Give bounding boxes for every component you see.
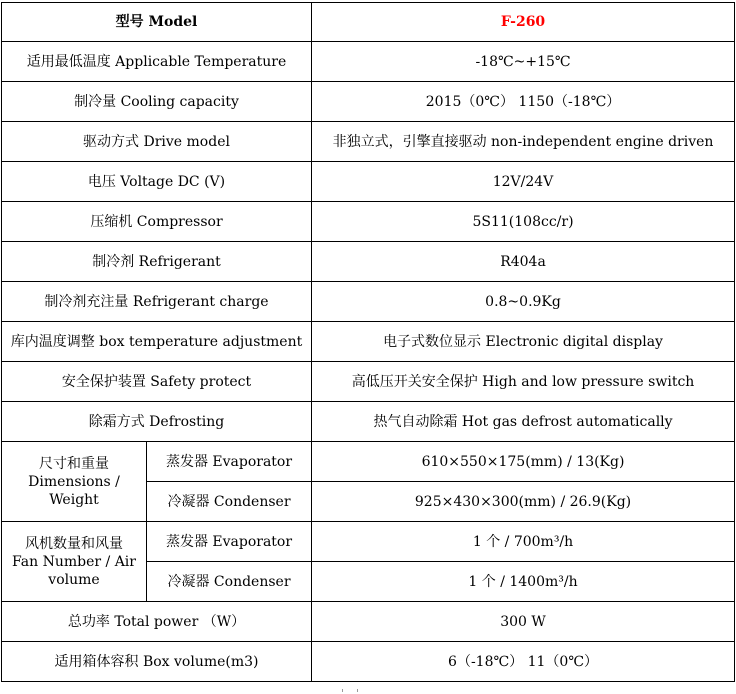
group-label-line: 风机数量和风量 [25,535,123,552]
table-row [2,82,735,122]
table-row [2,162,735,202]
row-label: 电压 Voltage DC (V) [2,162,312,202]
row-label: 制冷量 Cooling capacity [2,82,312,122]
sub-row-label: 冷凝器 Condenser [147,482,312,522]
table-row [2,282,735,322]
table-row [2,202,735,242]
table-row [2,642,735,682]
sub-row-label: 蒸发器 Evaporator [147,522,312,562]
table-row [2,42,735,82]
dimensions-group-label [2,442,147,522]
row-value: 1 个 / 1400m³/h [312,562,735,602]
row-label: 除霜方式 Defrosting [2,402,312,442]
row-label: 压缩机 Compressor [2,202,312,242]
row-label: 库内温度调整 box temperature adjustment [2,322,312,362]
row-label: 总功率 Total power （W） [2,602,312,642]
sub-row-label: 冷凝器 Condenser [147,562,312,602]
group-label-line: Dimensions / [28,473,120,490]
table-resize-mark [342,689,358,692]
group-label-line: volume [48,571,100,588]
table-header-row [2,3,735,42]
model-value: F-260 [312,3,735,42]
group-label-line: Fan Number / Air [12,553,136,570]
row-label: 适用箱体容积 Box volume(m3) [2,642,312,682]
row-value: 0.8~0.9Kg [312,282,735,322]
model-label: 型号 Model [2,3,312,42]
row-value: 12V/24V [312,162,735,202]
row-value: 热气自动除霜 Hot gas defrost automatically [312,402,735,442]
table-row [2,442,735,482]
row-value: 非独立式，引擎直接驱动 non-independent engine driven [312,122,735,162]
table-row [2,402,735,442]
fans-group-label [2,522,147,602]
row-label: 适用最低温度 Applicable Temperature [2,42,312,82]
row-value: 2015（0℃） 1150（-18℃） [312,82,735,122]
row-value: 610×550×175(mm) / 13(Kg) [312,442,735,482]
row-value: -18℃~+15℃ [312,42,735,82]
row-value: 高低压开关安全保护 High and low pressure switch [312,362,735,402]
row-label: 驱动方式 Drive model [2,122,312,162]
row-value: 6（-18℃） 11（0℃） [312,642,735,682]
table-row [2,362,735,402]
table-row [2,322,735,362]
group-label-line: 尺寸和重量 [39,455,109,472]
sub-row-label: 蒸发器 Evaporator [147,442,312,482]
table-row [2,122,735,162]
row-value: 300 W [312,602,735,642]
row-value: 925×430×300(mm) / 26.9(Kg) [312,482,735,522]
table-row [2,602,735,642]
table-row [2,242,735,282]
row-value: 5S11(108cc/r) [312,202,735,242]
row-label: 制冷剂充注量 Refrigerant charge [2,282,312,322]
group-label-line: Weight [49,491,99,508]
spec-table [1,2,735,682]
row-label: 制冷剂 Refrigerant [2,242,312,282]
row-value: R404a [312,242,735,282]
table-row [2,522,735,562]
row-label: 安全保护装置 Safety protect [2,362,312,402]
row-value: 1 个 / 700m³/h [312,522,735,562]
row-value: 电子式数位显示 Electronic digital display [312,322,735,362]
